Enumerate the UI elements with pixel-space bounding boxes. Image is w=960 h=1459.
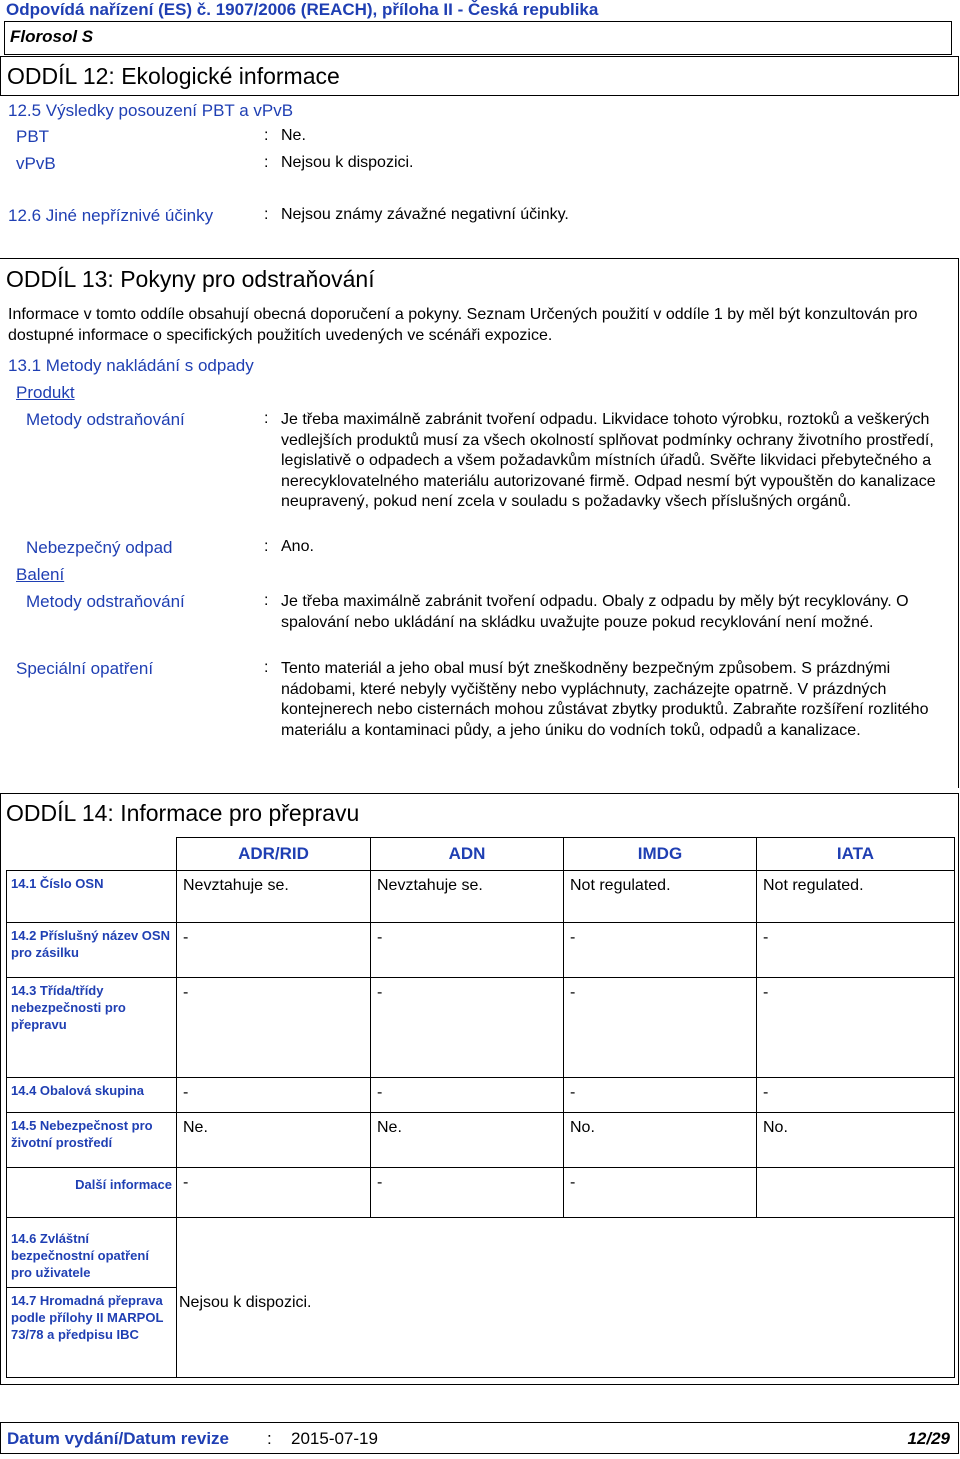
table-cell: Not regulated. xyxy=(564,871,757,923)
table-cell: Ne. xyxy=(177,1113,371,1168)
vpvb-label: vPvB xyxy=(16,154,56,173)
section-13-border xyxy=(958,258,959,788)
methods-value: Je třeba maximálně zabránit tvoření odpadu. Likvidace tohoto výrobku, roztoků a veškerých vedlejších produktů musí za všech okolností splňovat podmínky ochrany životního prostředí, legislativě o odpadech a všem požadavkům místních úřadů. Svěřte likvidaci přebytečného a nerecyklovatelného materiálu autorizované firmě. Odpad nesmí být vypouštěn do kanalizace neupravený, pokud není zcela v souladu s požadavky všech příslušných orgánů. xyxy=(281,411,936,510)
packaging-methods-colon: : xyxy=(264,592,269,609)
table-cell: - xyxy=(177,978,371,1078)
row-label-marpol: 14.7 Hromadná přeprava podle přílohy II MARPOL 73/78 a předpisu IBC xyxy=(7,1288,177,1378)
special-precautions-label: Speciální opatření xyxy=(16,659,154,678)
special-precautions-value: Tento materiál a jeho obal musí být zneškodněny bezpečným způsobem. S prázdnými nádobami, které nebyly vyčištěny nebo vypláchnuty, zacházejte opatrně. V prázdných kontejnerech nebo cisternách mohou zůstávat zbytky produktů. Zabraňte rozšíření rozlitého materiálu a kontaminaci půdy, a jeho úniku do vodních toků, odpadů a kanalizace. xyxy=(281,660,929,739)
page-number: 12/29 xyxy=(907,1429,950,1448)
table-cell: - xyxy=(757,923,955,978)
table-cell: Not regulated. xyxy=(757,871,955,923)
table-row xyxy=(7,1168,955,1218)
column-iata: IATA xyxy=(757,838,955,871)
product-name: Florosol S xyxy=(10,27,94,46)
vpvb-colon: : xyxy=(264,154,269,171)
section-13-header xyxy=(0,258,959,298)
table-cell: - xyxy=(564,1168,757,1218)
table-cell xyxy=(177,1218,955,1288)
table-cell: - xyxy=(757,978,955,1078)
table-cell: - xyxy=(371,978,564,1078)
column-adn: ADN xyxy=(371,838,564,871)
column-adr-rid: ADR/RID xyxy=(177,838,371,871)
packaging-methods-label: Metody odstraňování xyxy=(26,592,185,611)
row-label-additional-info: Další informace xyxy=(7,1168,177,1218)
vpvb-value: Nejsou k dispozici. xyxy=(281,154,414,171)
table-cell: - xyxy=(177,923,371,978)
packaging-methods-value: Je třeba maximálně zabránit tvoření odpadu. Obaly z odpadu by měly být recyklovány. O spalování nebo ukládání na skládku uvažujte pouze pokud recyklování není možné. xyxy=(281,593,909,631)
section-14-right-border xyxy=(958,793,959,1385)
footer xyxy=(0,1422,959,1454)
table-row xyxy=(7,1078,955,1113)
table-row xyxy=(7,1113,955,1168)
section-12-header xyxy=(0,56,959,96)
table-cell: - xyxy=(371,1168,564,1218)
table-cell: Nevztahuje se. xyxy=(177,871,371,923)
hazardous-waste-colon: : xyxy=(264,538,269,555)
transport-header-row xyxy=(7,838,955,871)
table-cell: - xyxy=(564,978,757,1078)
other-effects-value: Nejsou známy závažné negativní účinky. xyxy=(281,206,569,223)
table-cell xyxy=(757,1168,955,1218)
footer-date-label: Datum vydání/Datum revize xyxy=(7,1429,230,1448)
table-cell: - xyxy=(564,1078,757,1113)
section-12-title: ODDÍL 12: Ekologické informace xyxy=(7,63,340,89)
pbt-value: Ne. xyxy=(281,127,306,144)
transport-header-empty xyxy=(7,838,177,871)
row-label-hazard-class: 14.3 Třída/třídy nebezpečnosti pro přepravu xyxy=(7,978,177,1078)
table-cell: - xyxy=(564,923,757,978)
subsection-13-1: 13.1 Metody nakládání s odpady xyxy=(8,356,254,375)
table-cell: - xyxy=(177,1078,371,1113)
packaging-heading: Balení xyxy=(16,565,65,584)
table-cell: No. xyxy=(564,1113,757,1168)
row-label-special-precautions: 14.6 Zvláštní bezpečnostní opatření pro uživatele xyxy=(7,1218,177,1288)
hazardous-waste-value: Ano. xyxy=(281,538,314,555)
methods-colon: : xyxy=(264,410,269,427)
methods-label: Metody odstraňování xyxy=(26,410,185,429)
row-label-packing-group: 14.4 Obalová skupina xyxy=(7,1078,177,1113)
subsection-12-6: 12.6 Jiné nepříznivé účinky xyxy=(8,206,214,225)
section-14-title: ODDÍL 14: Informace pro přepravu xyxy=(6,800,360,826)
product-heading: Produkt xyxy=(16,383,75,402)
table-row xyxy=(7,871,955,923)
section-13-title: ODDÍL 13: Pokyny pro odstraňování xyxy=(6,266,375,292)
pbt-label: PBT xyxy=(16,127,50,146)
product-name-box xyxy=(4,21,952,55)
row-label-environmental-hazard: 14.5 Nebezpečnost pro životní prostředí xyxy=(7,1113,177,1168)
table-row xyxy=(7,978,955,1078)
footer-colon: : xyxy=(267,1429,272,1448)
table-cell: - xyxy=(757,1078,955,1113)
subsection-12-5: 12.5 Výsledky posouzení PBT a vPvB xyxy=(8,101,294,120)
table-cell: - xyxy=(371,923,564,978)
table-row xyxy=(7,923,955,978)
table-cell: - xyxy=(177,1168,371,1218)
section-14-header xyxy=(0,793,959,833)
table-cell: Ne. xyxy=(371,1113,564,1168)
section-13-intro: Informace v tomto oddíle obsahují obecná doporučení a pokyny. Seznam Určených použití v oddíle 1 by měl být konzultován pro dostupné informace o specifických použitích uvedených ve scénáři expozice. xyxy=(8,306,918,344)
table-cell: Nevztahuje se. xyxy=(371,871,564,923)
column-imdg: IMDG xyxy=(564,838,757,871)
transport-table xyxy=(6,837,955,1378)
other-effects-colon: : xyxy=(264,206,269,223)
section-14-bottom-border xyxy=(0,1384,959,1385)
footer-date: 2015-07-19 xyxy=(291,1429,378,1448)
table-row xyxy=(7,1218,955,1288)
pbt-colon: : xyxy=(264,127,269,144)
hazardous-waste-label: Nebezpečný odpad xyxy=(26,538,173,557)
table-cell: No. xyxy=(757,1113,955,1168)
table-row xyxy=(7,1288,955,1378)
regulation-header: Odpovídá nařízení (ES) č. 1907/2006 (REACH), příloha II - Česká republika xyxy=(6,0,599,19)
section-14-left-border xyxy=(0,793,1,1385)
special-precautions-colon: : xyxy=(264,659,269,676)
table-cell: Nejsou k dispozici. xyxy=(177,1288,955,1378)
row-label-shipping-name: 14.2 Příslušný název OSN pro zásilku xyxy=(7,923,177,978)
row-label-un-number: 14.1 Číslo OSN xyxy=(7,871,177,923)
table-cell: - xyxy=(371,1078,564,1113)
